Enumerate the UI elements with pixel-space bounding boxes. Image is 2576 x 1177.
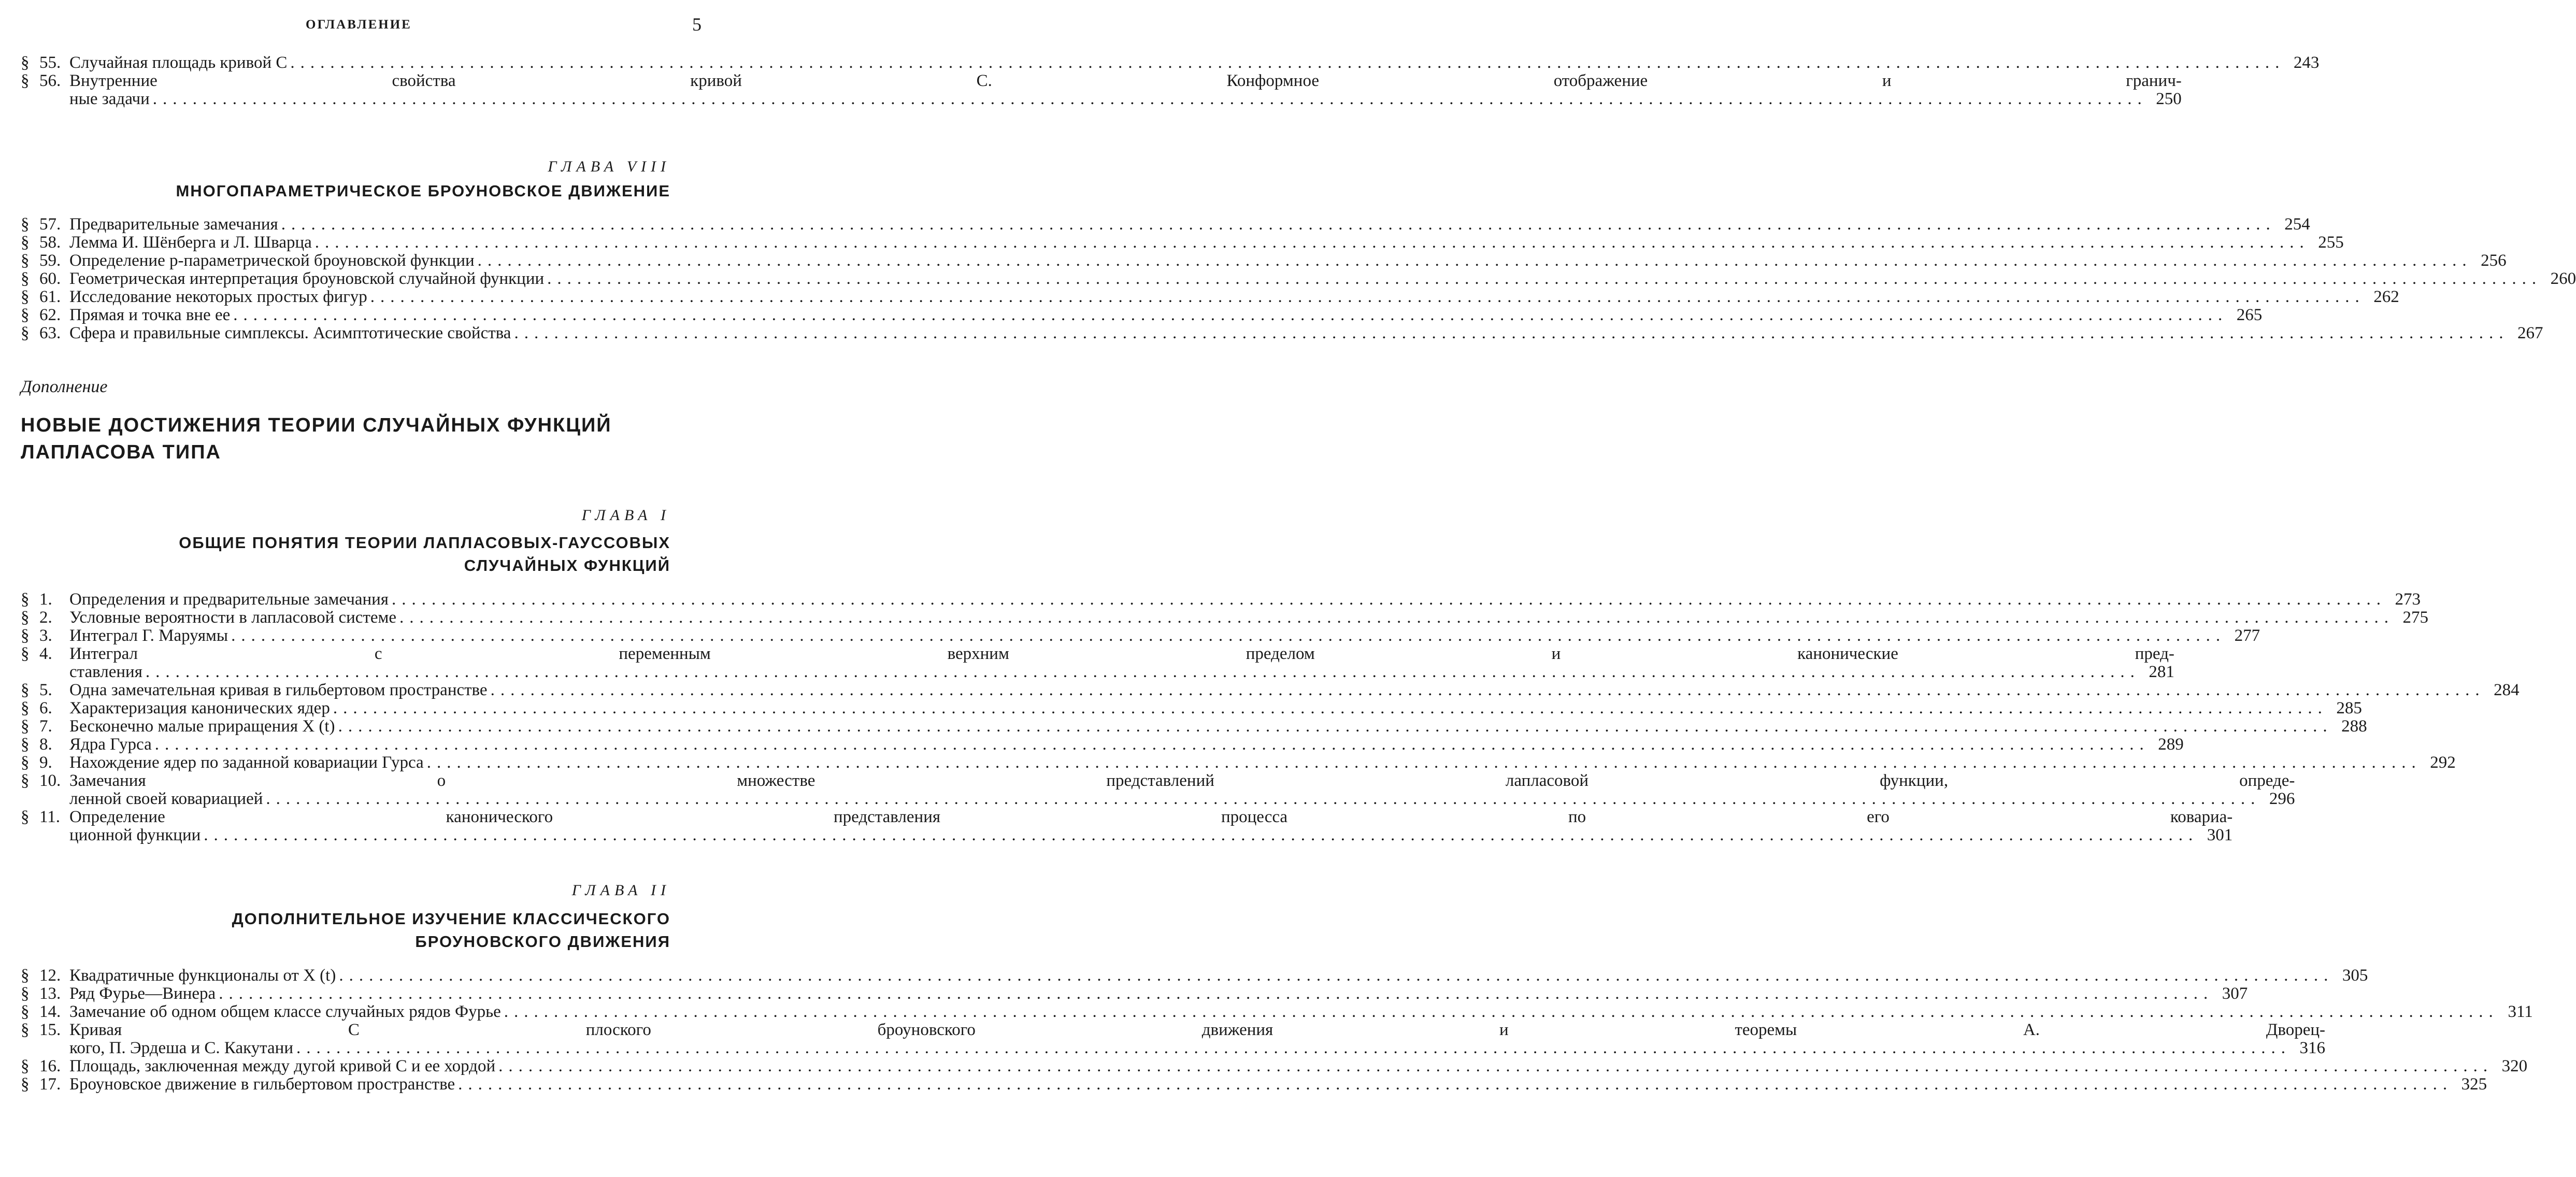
entry-body <box>69 252 2507 270</box>
entry-last-line <box>69 826 2232 844</box>
section-sign: § <box>21 644 30 663</box>
section-sign: § <box>21 1057 30 1075</box>
entry-body <box>69 324 2543 342</box>
title-line: ДОПОЛНИТЕЛЬНОЕ ИЗУЧЕНИЕ КЛАССИЧЕСКОГО <box>232 910 670 928</box>
section-number: 6. <box>39 699 52 717</box>
chapter-8-entries <box>21 215 2576 342</box>
entry-title-line: Случайная площадь кривой C <box>69 53 288 72</box>
section-number: 3. <box>39 626 52 645</box>
chapter-8-label: ГЛАВА VIII <box>548 158 670 175</box>
entry-page-number: 289 <box>2158 735 2184 754</box>
section-sign: § <box>21 608 30 627</box>
section-sign: § <box>21 215 30 234</box>
entry-last-line <box>69 1075 2487 1094</box>
running-title: ОГЛАВЛЕНИЕ <box>306 18 412 32</box>
section-number: 60. <box>39 269 61 288</box>
toc-entry <box>21 269 2576 288</box>
section-number: 57. <box>39 215 61 234</box>
entry-body <box>69 627 2260 645</box>
entry-title-line: ционной функции <box>69 826 201 844</box>
section-sign: § <box>21 324 30 342</box>
appendix-label: Дополнение <box>21 377 108 396</box>
entry-title-line: Определение канонического представления процесса по его ковариа- <box>69 808 2233 826</box>
entry-title-line: Нахождение ядер по заданной ковариации Гурса <box>69 753 424 772</box>
entry-body <box>69 717 2367 736</box>
entry-page-number: 284 <box>2494 681 2520 699</box>
section-number: 63. <box>39 324 61 342</box>
toc-entry <box>21 306 2263 324</box>
entry-page-number: 307 <box>2222 984 2248 1003</box>
chapter-8-title <box>176 180 670 203</box>
entry-title-line: Определение p-параметрической броуновской функции <box>69 251 475 270</box>
entry-body <box>69 609 2428 627</box>
entry-last-line <box>69 985 2248 1003</box>
entry-body <box>69 1057 2527 1075</box>
dot-leader: ........................................................................................................................................................................................................ <box>145 663 2140 681</box>
entry-body <box>69 591 2421 609</box>
entry-last-line <box>69 967 2368 985</box>
section-sign: § <box>21 590 30 609</box>
chapter-2-title <box>232 908 670 953</box>
entry-last-line <box>69 252 2507 270</box>
entry-title-line: Геометрическая интерпретация броуновской случайной функции <box>69 269 545 288</box>
chapter-2-entries <box>21 966 2533 1094</box>
dot-leader: ........................................................................................................................................................................................................ <box>547 269 2542 288</box>
entry-title-line: Кривая C плоского броуновского движения и теоремы А. Дворец- <box>69 1021 2325 1039</box>
entry-last-line <box>69 627 2260 645</box>
entry-body <box>69 1021 2325 1057</box>
section-number: 8. <box>39 735 52 754</box>
chapter-1-label: ГЛАВА I <box>581 507 670 524</box>
entry-page-number: 256 <box>2481 251 2507 270</box>
toc-entry <box>21 1002 2533 1021</box>
toc-entry <box>21 1021 2325 1057</box>
entry-last-line <box>69 1003 2533 1021</box>
section-number: 5. <box>39 681 52 699</box>
toc-entry <box>21 699 2362 717</box>
section-sign: § <box>21 288 30 306</box>
title-line: БРОУНОВСКОГО ДВИЖЕНИЯ <box>415 932 670 951</box>
entry-page-number: 296 <box>2269 790 2295 808</box>
entry-title-line: Одна замечательная кривая в гильбертовом пространстве <box>69 681 488 699</box>
entry-body <box>69 967 2368 985</box>
section-number: 1. <box>39 590 52 609</box>
section-sign: § <box>21 753 30 772</box>
dot-leader: ........................................................................................................................................................................................................ <box>339 966 2334 985</box>
section-number: 13. <box>39 984 61 1003</box>
entry-title-line: Квадратичные функционалы от X (t) <box>69 966 336 985</box>
entry-page-number: 288 <box>2341 717 2367 736</box>
dot-leader: ........................................................................................................................................................................................................ <box>204 826 2199 844</box>
section-sign: § <box>21 735 30 754</box>
title-line: СЛУЧАЙНЫХ ФУНКЦИЙ <box>464 556 670 575</box>
section-sign: § <box>21 251 30 270</box>
section-number: 59. <box>39 251 61 270</box>
dot-leader: ........................................................................................................................................................................................................ <box>477 251 2472 270</box>
toc-entry <box>21 735 2184 754</box>
entry-body <box>69 234 2344 252</box>
section-sign: § <box>21 966 30 985</box>
title-line: ЛАПЛАСОВА ТИПА <box>21 441 221 463</box>
entry-body <box>69 288 2399 306</box>
entry-body <box>69 985 2248 1003</box>
page-number: 5 <box>692 14 702 35</box>
entry-title-line: кого, П. Эрдеша и С. Какутани <box>69 1039 293 1057</box>
entry-body <box>69 645 2174 681</box>
toc-entry <box>21 984 2248 1003</box>
entry-last-line <box>69 699 2362 717</box>
chapter-2-label: ГЛАВА II <box>571 882 670 899</box>
section-number: 10. <box>39 771 61 790</box>
entry-title-line: Характеризация канонических ядер <box>69 699 330 717</box>
entry-title-line: Сфера и правильные симплексы. Асимптотические свойства <box>69 324 511 342</box>
entry-last-line <box>69 270 2576 288</box>
dot-leader: ........................................................................................................................................................................................................ <box>490 681 2485 699</box>
section-sign: § <box>21 306 30 324</box>
section-number: 11. <box>39 808 61 826</box>
dot-leader: ........................................................................................................................................................................................................ <box>504 1002 2499 1021</box>
section-sign: § <box>21 269 30 288</box>
entry-body <box>69 72 2182 108</box>
entry-last-line <box>69 717 2367 736</box>
entry-last-line <box>69 216 2310 234</box>
toc-entry <box>21 681 2520 699</box>
entry-title-line: Предварительные замечания <box>69 215 278 234</box>
entry-body <box>69 754 2456 772</box>
toc-entry <box>21 53 2320 72</box>
section-number: 16. <box>39 1057 61 1075</box>
toc-entry <box>21 626 2260 645</box>
entry-last-line <box>69 681 2520 699</box>
toc-entry <box>21 288 2399 306</box>
entry-page-number: 267 <box>2517 324 2543 342</box>
dot-leader: ........................................................................................................................................................................................................ <box>296 1039 2291 1057</box>
section-sign: § <box>21 53 30 72</box>
entry-title-line: Условные вероятности в лапласовой системе <box>69 608 397 627</box>
entry-last-line <box>69 90 2182 108</box>
entry-title-line: Броуновское движение в гильбертовом пространстве <box>69 1075 455 1094</box>
section-sign: § <box>21 771 30 790</box>
chapter-1-title <box>179 532 670 577</box>
entry-title-line: ные задачи <box>69 90 150 108</box>
entry-page-number: 243 <box>2293 53 2320 72</box>
entry-page-number: 292 <box>2430 753 2456 772</box>
section-sign: § <box>21 1075 30 1094</box>
appendix-title <box>21 412 612 466</box>
section-sign: § <box>21 1002 30 1021</box>
entry-body <box>69 306 2262 324</box>
section-number: 56. <box>39 71 61 90</box>
dot-leader: ........................................................................................................................................................................................................ <box>370 288 2365 306</box>
section-number: 17. <box>39 1075 61 1094</box>
entry-last-line <box>69 324 2543 342</box>
entry-body <box>69 681 2520 699</box>
dot-leader: ........................................................................................................................................................................................................ <box>391 590 2386 609</box>
section-number: 2. <box>39 608 52 627</box>
entry-page-number: 265 <box>2236 306 2263 324</box>
toc-top-section <box>21 53 2320 108</box>
dot-leader: ........................................................................................................................................................................................................ <box>458 1075 2453 1094</box>
section-number: 4. <box>39 644 52 663</box>
title-line: ОБЩИЕ ПОНЯТИЯ ТЕОРИИ ЛАПЛАСОВЫХ-ГАУССОВЫХ <box>179 534 670 552</box>
dot-leader: ........................................................................................................................................................................................................ <box>399 608 2395 627</box>
dot-leader: ........................................................................................................................................................................................................ <box>290 53 2285 72</box>
entry-last-line <box>69 736 2184 754</box>
entry-last-line <box>69 54 2319 72</box>
entry-title-line: Замечание об одном общем классе случайных рядов Фурье <box>69 1002 501 1021</box>
section-sign: § <box>21 233 30 252</box>
entry-page-number: 255 <box>2318 233 2344 252</box>
entry-body <box>69 216 2310 234</box>
section-sign: § <box>21 808 30 826</box>
entry-last-line <box>69 591 2421 609</box>
dot-leader: ........................................................................................................................................................................................................ <box>152 90 2148 108</box>
dot-leader: ........................................................................................................................................................................................................ <box>233 306 2228 324</box>
entry-page-number: 275 <box>2402 608 2429 627</box>
entry-last-line <box>69 1039 2325 1057</box>
section-sign: § <box>21 699 30 717</box>
entry-body <box>69 736 2184 754</box>
section-sign: § <box>21 984 30 1003</box>
entry-page-number: 325 <box>2461 1075 2487 1094</box>
toc-entry <box>21 1057 2528 1075</box>
toc-entry <box>21 771 2295 808</box>
entry-page-number: 301 <box>2207 826 2233 844</box>
toc-entry <box>21 1075 2487 1094</box>
section-number: 62. <box>39 306 61 324</box>
toc-entry <box>21 608 2429 627</box>
chapter-1-entries <box>21 590 2520 844</box>
section-number: 15. <box>39 1021 61 1039</box>
entry-last-line <box>69 663 2174 681</box>
entry-last-line <box>69 234 2344 252</box>
entry-title-line: Лемма И. Шёнберга и Л. Шварца <box>69 233 312 252</box>
entry-page-number: 254 <box>2284 215 2310 234</box>
section-number: 14. <box>39 1002 61 1021</box>
entry-title-line: Прямая и точка вне ее <box>69 306 231 324</box>
entry-last-line <box>69 754 2456 772</box>
entry-page-number: 285 <box>2336 699 2362 717</box>
entry-title-line: ленной своей ковариацией <box>69 790 263 808</box>
toc-entry <box>21 251 2507 270</box>
entry-title-line: Ядра Гурса <box>69 735 152 754</box>
section-number: 7. <box>39 717 52 736</box>
entry-title-line: ставления <box>69 663 142 681</box>
dot-leader: ........................................................................................................................................................................................................ <box>314 233 2310 252</box>
entry-body <box>69 270 2576 288</box>
dot-leader: ........................................................................................................................................................................................................ <box>231 626 2226 645</box>
dot-leader: ........................................................................................................................................................................................................ <box>281 215 2276 234</box>
entry-body <box>69 1003 2533 1021</box>
title-line: МНОГОПАРАМЕТРИЧЕСКОЕ БРОУНОВСКОЕ ДВИЖЕНИЕ <box>176 182 670 200</box>
toc-entry <box>21 71 2182 108</box>
entry-page-number: 316 <box>2299 1039 2325 1057</box>
entry-title-line: Замечания о множестве представлений лапласовой функции, опреде- <box>69 771 2295 790</box>
entry-last-line <box>69 609 2428 627</box>
entry-title-line: Исследование некоторых простых фигур <box>69 288 367 306</box>
toc-entry <box>21 808 2233 844</box>
toc-entry <box>21 215 2310 234</box>
entry-page-number: 311 <box>2508 1002 2533 1021</box>
title-line: НОВЫЕ ДОСТИЖЕНИЯ ТЕОРИИ СЛУЧАЙНЫХ ФУНКЦИЙ <box>21 414 612 436</box>
entry-page-number: 250 <box>2156 90 2182 108</box>
entry-page-number: 260 <box>2550 269 2576 288</box>
toc-entry <box>21 324 2543 342</box>
section-number: 12. <box>39 966 61 985</box>
entry-page-number: 277 <box>2234 626 2260 645</box>
section-number: 55. <box>39 53 61 72</box>
dot-leader: ........................................................................................................................................................................................................ <box>426 753 2422 772</box>
entry-last-line <box>69 288 2399 306</box>
running-head <box>0 15 884 35</box>
section-sign: § <box>21 717 30 736</box>
toc-entry <box>21 590 2421 609</box>
dot-leader: ........................................................................................................................................................................................................ <box>333 699 2328 717</box>
section-number: 61. <box>39 288 61 306</box>
entry-title-line: Интеграл Г. Маруямы <box>69 626 228 645</box>
entry-title-line: Бесконечно малые приращения X (t) <box>69 717 335 736</box>
section-sign: § <box>21 626 30 645</box>
toc-entry <box>21 966 2368 985</box>
entry-page-number: 320 <box>2501 1057 2528 1075</box>
entry-title-line: Интеграл с переменным верхним пределом и канонические пред- <box>69 644 2174 663</box>
entry-last-line <box>69 1057 2527 1075</box>
dot-leader: ........................................................................................................................................................................................................ <box>154 735 2150 754</box>
toc-entry <box>21 644 2174 681</box>
entry-body <box>69 772 2295 808</box>
dot-leader: ........................................................................................................................................................................................................ <box>498 1057 2494 1075</box>
dot-leader: ........................................................................................................................................................................................................ <box>219 984 2214 1003</box>
entry-page-number: 305 <box>2342 966 2368 985</box>
entry-title-line: Ряд Фурье—Винера <box>69 984 216 1003</box>
toc-entry <box>21 753 2456 772</box>
section-number: 58. <box>39 233 61 252</box>
dot-leader: ........................................................................................................................................................................................................ <box>266 790 2261 808</box>
entry-page-number: 281 <box>2149 663 2174 681</box>
dot-leader: ........................................................................................................................................................................................................ <box>514 324 2509 342</box>
entry-page-number: 262 <box>2373 288 2399 306</box>
section-sign: § <box>21 71 30 90</box>
entry-body <box>69 699 2362 717</box>
entry-body <box>69 54 2319 72</box>
entry-page-number: 273 <box>2395 590 2421 609</box>
toc-entry <box>21 717 2367 736</box>
entry-last-line <box>69 790 2295 808</box>
entry-body <box>69 808 2232 844</box>
entry-last-line <box>69 306 2262 324</box>
entry-body <box>69 1075 2487 1094</box>
section-sign: § <box>21 1021 30 1039</box>
section-sign: § <box>21 681 30 699</box>
entry-title-line: Площадь, заключенная между дугой кривой C и ее хордой <box>69 1057 496 1075</box>
entry-title-line: Определения и предварительные замечания <box>69 590 389 609</box>
dot-leader: ........................................................................................................................................................................................................ <box>338 717 2333 736</box>
section-number: 9. <box>39 753 52 772</box>
entry-title-line: Внутренние свойства кривой C. Конформное отображение и гранич- <box>69 71 2182 90</box>
toc-entry <box>21 233 2344 252</box>
